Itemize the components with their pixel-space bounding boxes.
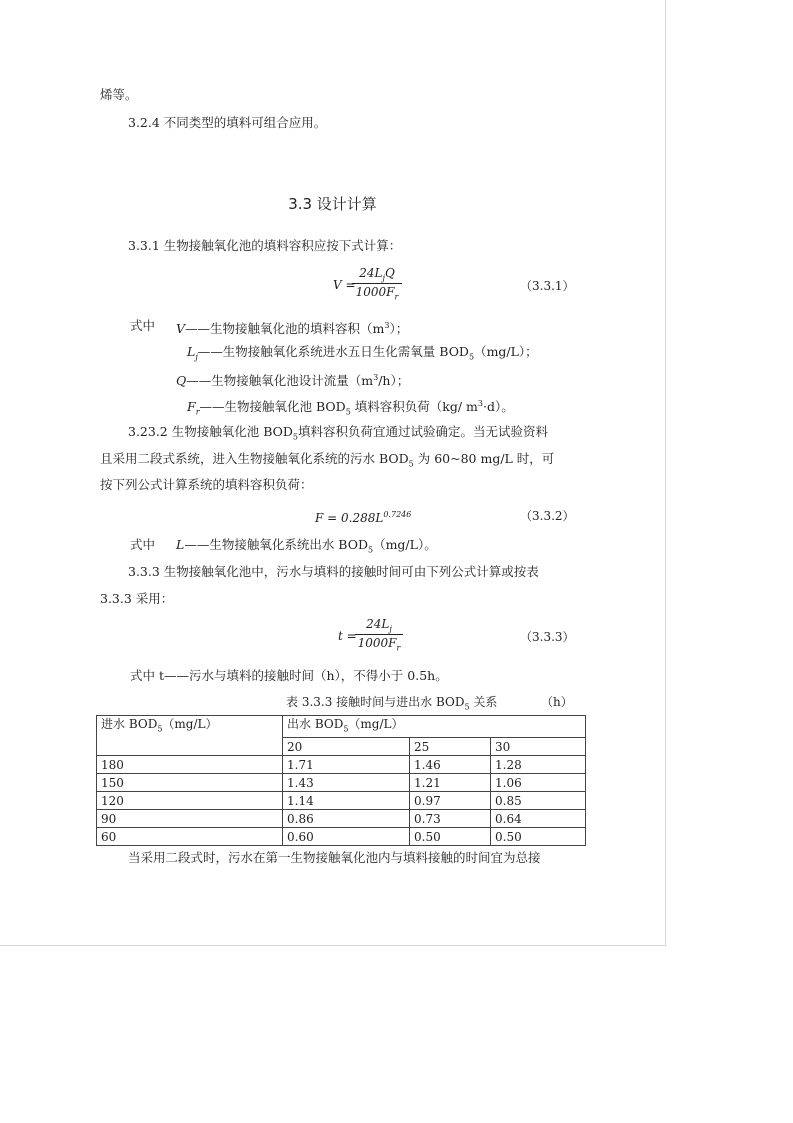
clause-3-23-2-line3: 按下列公式计算系统的填料容积负荷：	[100, 477, 313, 492]
eq1-lhs: V =	[333, 278, 356, 292]
table-cell: 0.86	[283, 810, 410, 828]
out-col-header: 20	[283, 738, 410, 756]
def2-end: （mg/L）。	[373, 537, 437, 552]
table-cell: 0.50	[410, 828, 491, 846]
table-cell: 1.06	[491, 774, 586, 792]
section-heading: 3.3 设计计算	[288, 195, 377, 213]
table-cell: 1.71	[283, 756, 410, 774]
table-header-row	[97, 716, 586, 738]
table-cell: 1.21	[410, 774, 491, 792]
def-v-end: ）；	[389, 321, 409, 337]
table-cell: 1.28	[491, 756, 586, 774]
def-f-sup: 3	[477, 399, 483, 408]
def-q-text: ——生物接触氧化池设计流量（m	[186, 373, 374, 389]
def-f-symbol: F	[187, 399, 196, 415]
def2	[176, 537, 437, 559]
def2-sub: 5	[367, 545, 374, 555]
text-line: 烯等。	[100, 87, 138, 102]
p3232-a-sub: 5	[292, 432, 298, 442]
def2-text: ——生物接触氧化系统出水 BOD	[184, 537, 368, 552]
def-v	[176, 318, 408, 337]
eq3-fraction	[355, 617, 403, 653]
eq1-number: （3.3.1）	[520, 279, 575, 293]
eq1-num-sub: j	[382, 273, 385, 283]
table-caption-end: 关系	[469, 695, 498, 709]
def-f-mid: 填料容积负荷（kg/ m	[350, 399, 478, 415]
table-cell: 150	[97, 774, 283, 792]
p3232-b: 且采用二段式系统，进入生物接触氧化系统的污水 BOD	[100, 451, 409, 466]
eq1-numerator: 24L	[359, 266, 383, 280]
out-header-sub: 5	[343, 724, 349, 734]
table-cell: 1.43	[283, 774, 410, 792]
table-caption	[286, 694, 497, 715]
eq3-denominator: 1000F	[357, 636, 397, 651]
table-cell: 60	[97, 828, 283, 846]
in-header-text: 进水 BOD	[101, 717, 158, 731]
contact-time-table	[96, 715, 586, 846]
def-intro: 式中	[130, 318, 156, 333]
def2-symbol: L	[176, 537, 185, 552]
clause-3-2-4: 3.2.4 不同类型的填料可组合应用。	[128, 115, 327, 130]
in-header-sub: 5	[157, 724, 163, 734]
def-l-sub2: 5	[468, 352, 475, 362]
out-bod-header	[283, 716, 586, 738]
table-cell: 1.14	[283, 792, 410, 810]
eq1-fraction	[352, 266, 402, 302]
clause-3-3-3-line2: 3.3.3 采用：	[100, 591, 174, 606]
p3232-b-sub: 5	[408, 459, 414, 469]
def-l-symbol: L	[187, 344, 196, 359]
eq3-lhs: t =	[338, 629, 357, 643]
table-cell: 0.97	[410, 792, 491, 810]
p3232-a-end: 填料容积负荷宜通过试验确定。当无试验资料	[298, 424, 549, 439]
eq1-denominator: 1000F	[355, 285, 395, 300]
clause-3-23-2-line1	[128, 424, 548, 446]
def-f-text: ——生物接触氧化池 BOD	[199, 399, 346, 415]
table-row	[97, 774, 586, 792]
table-row	[97, 828, 586, 846]
eq1-den-sub: r	[394, 292, 399, 302]
table-unit: （h）	[541, 695, 573, 709]
out-col-header: 25	[410, 738, 491, 756]
closing-line: 当采用二段式时，污水在第一生物接触氧化池内与填料接触的时间宜为总接	[128, 850, 541, 865]
def-l-end: （mg/L）；	[474, 344, 538, 359]
table-row	[97, 792, 586, 810]
out-header-end: （mg/L）	[348, 717, 404, 731]
in-bod-header	[97, 716, 283, 756]
eq3-numerator: 24L	[366, 617, 390, 631]
def-v-symbol: V	[176, 321, 186, 337]
eq3-den-sub: r	[396, 643, 401, 653]
def-f-sub: r	[195, 407, 200, 417]
table-cell: 120	[97, 792, 283, 810]
def-f-sub2: 5	[345, 407, 351, 417]
eq2-sup: 0.7246	[383, 510, 412, 519]
table-caption-text: 表 3.3.3 接触时间与进出水 BOD	[286, 695, 465, 709]
eq3-num-sub: j	[389, 624, 392, 634]
def3: 式中 t——污水与填料的接触时间（h），不得小于 0.5h。	[130, 668, 448, 683]
def-q-symbol: Q	[176, 373, 187, 389]
table-cell: 1.46	[410, 756, 491, 774]
table-cell: 0.85	[491, 792, 586, 810]
table-row	[97, 756, 586, 774]
table-cell: 180	[97, 756, 283, 774]
table-cell: 90	[97, 810, 283, 828]
p3232-b-end: 为 60~80 mg/L 时，可	[413, 451, 555, 466]
def-q-end: /h）；	[378, 373, 410, 389]
table-cell: 0.50	[491, 828, 586, 846]
p3232-a: 3.23.2 生物接触氧化池 BOD	[128, 424, 293, 439]
def-l-text: ——生物接触氧化系统进水五日生化需氧量 BOD	[197, 344, 469, 359]
def-q	[176, 370, 409, 389]
def-l-sub: j	[195, 352, 198, 362]
table-cell: 0.73	[410, 810, 491, 828]
out-col-header: 30	[491, 738, 586, 756]
def-v-sup: 3	[384, 321, 390, 330]
def-f	[187, 396, 514, 421]
clause-3-3-3-line1: 3.3.3 生物接触氧化池中，污水与填料的接触时间可由下列公式计算或按表	[128, 564, 539, 579]
def-l	[187, 344, 538, 366]
eq3-number: （3.3.3）	[520, 630, 575, 644]
clause-3-23-2-line2	[100, 451, 554, 473]
in-header-end: （mg/L）	[162, 717, 218, 731]
eq2-number: （3.3.2）	[520, 509, 575, 523]
table-cell: 0.64	[491, 810, 586, 828]
table-row	[97, 810, 586, 828]
table-caption-sub: 5	[464, 702, 470, 712]
def2-intro: 式中	[130, 537, 156, 552]
table-cell: 0.60	[283, 828, 410, 846]
out-header-text: 出水 BOD	[287, 717, 344, 731]
clause-3-3-1: 3.3.1 生物接触氧化池的填料容积应按下式计算：	[128, 238, 402, 253]
eq1-num-tail: Q	[384, 266, 395, 280]
eq2-body: F = 0.288L	[315, 511, 384, 525]
def-f-end: ·d）。	[482, 399, 514, 415]
eq2	[315, 507, 411, 526]
def-v-text: ——生物接触氧化池的填料容积（m	[185, 321, 385, 337]
def-q-sup: 3	[373, 373, 379, 382]
